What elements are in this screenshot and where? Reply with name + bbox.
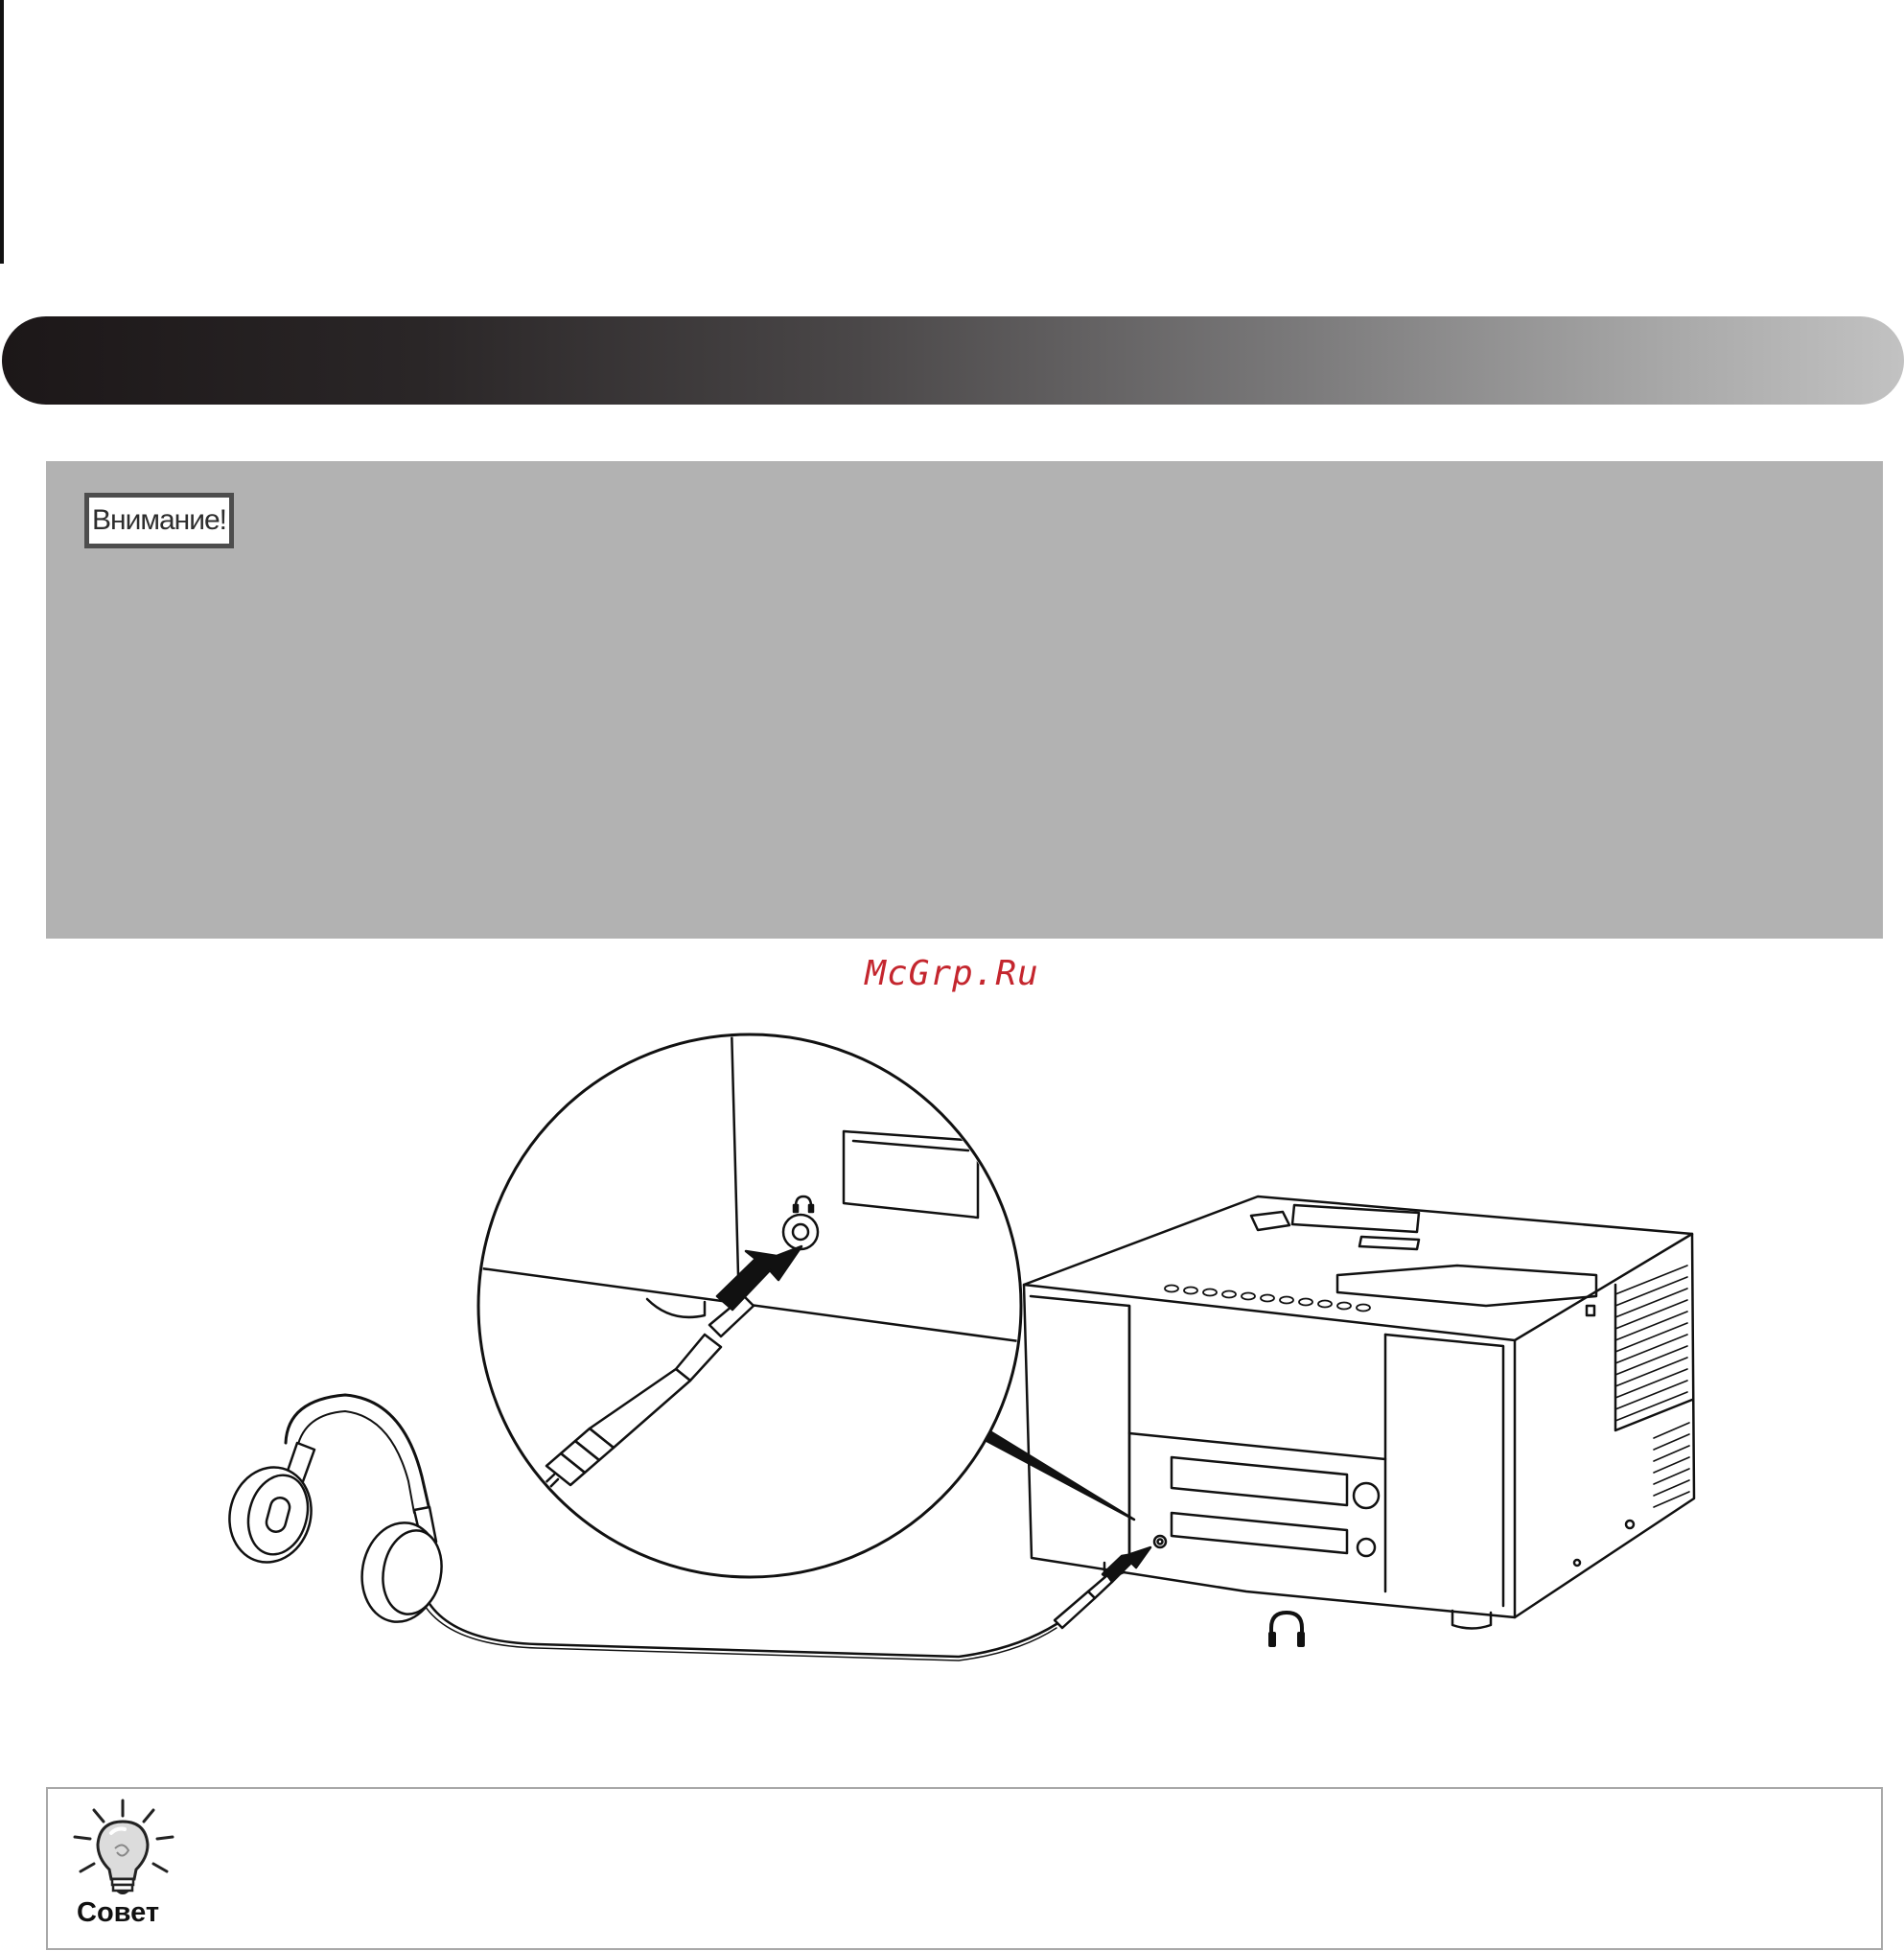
lightbulb-icon — [67, 1793, 182, 1898]
headphones-icon — [1265, 1607, 1308, 1651]
headphones-illustration — [219, 1395, 448, 1628]
page-edge-rule — [0, 0, 4, 264]
tip-label: Совет — [77, 1897, 160, 1928]
section-header-bar — [2, 316, 1904, 405]
tip-box — [46, 1787, 1883, 1950]
headphone-connection-illustration — [0, 1016, 1904, 1707]
magnified-jack-detail — [460, 1026, 1026, 1577]
caution-badge: Внимание! — [84, 493, 234, 548]
headphone-cable — [427, 1599, 1056, 1657]
caution-panel — [46, 461, 1883, 939]
watermark: McGrp.Ru — [865, 954, 1039, 993]
